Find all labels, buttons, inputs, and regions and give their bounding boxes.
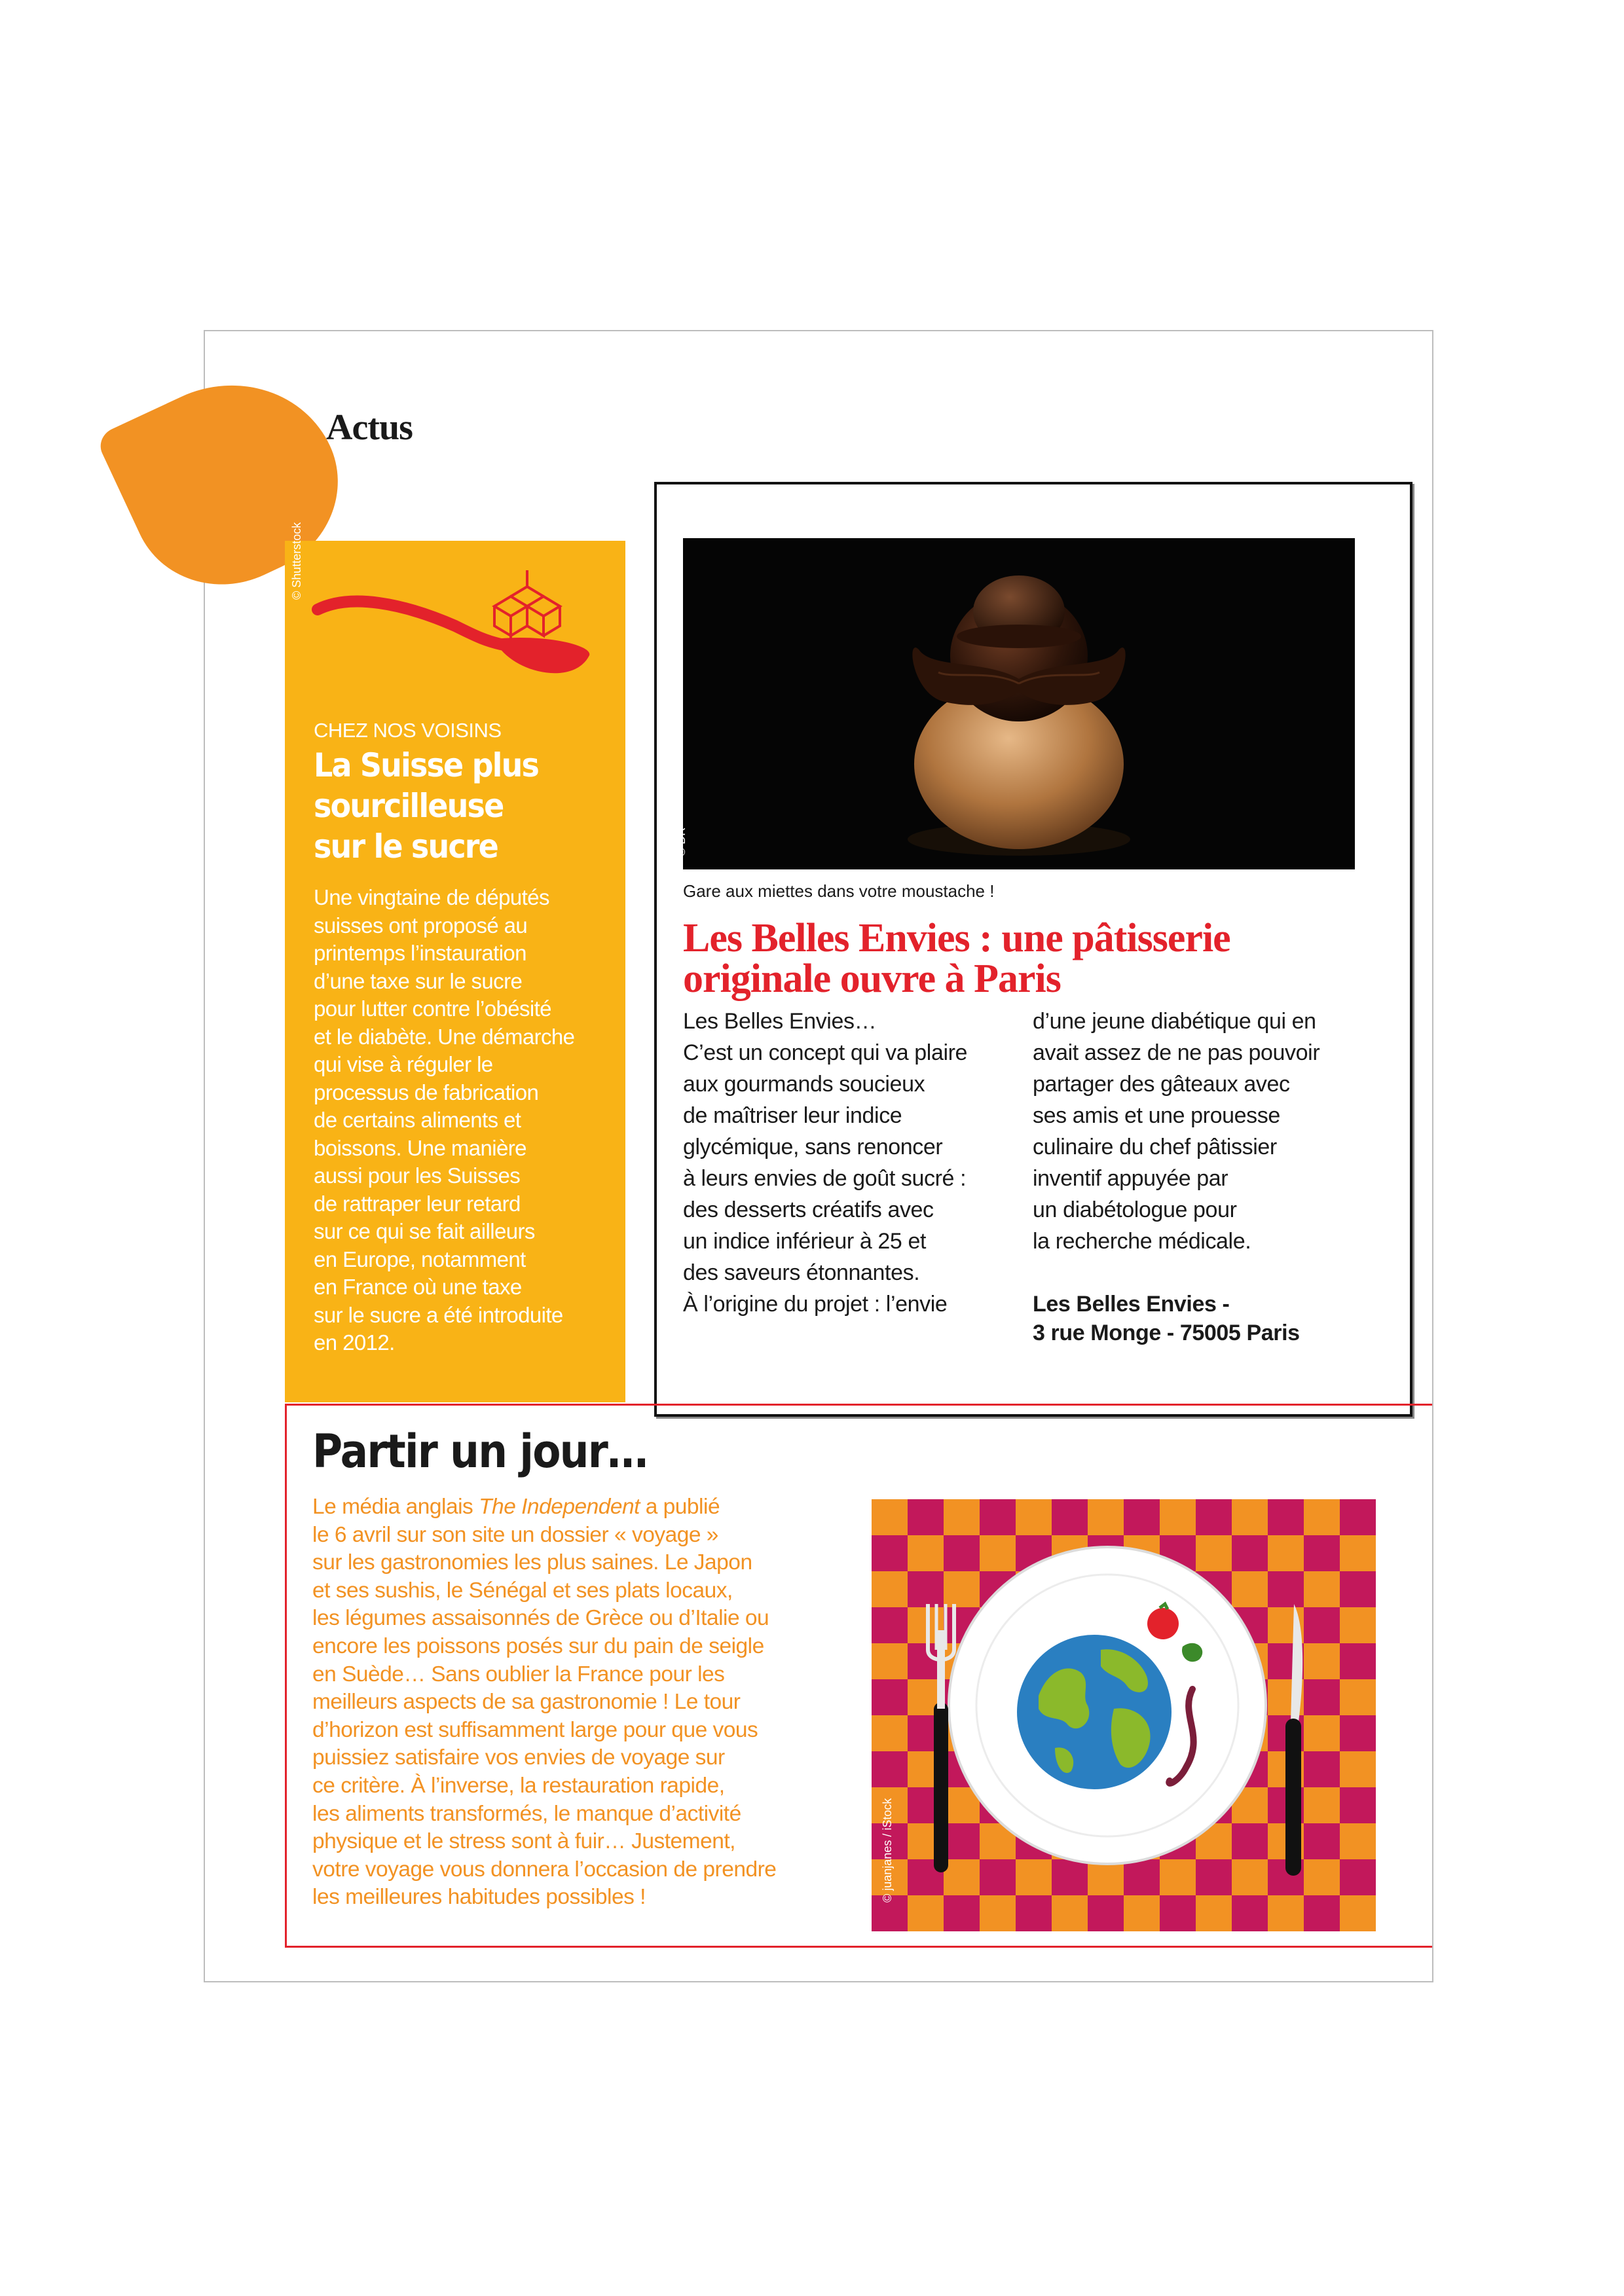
sidebar-line: et le diabète. Une démarche xyxy=(314,1024,575,1049)
checker-square xyxy=(1340,1751,1376,1787)
checker-square xyxy=(872,1499,908,1535)
checker-square xyxy=(1052,1895,1088,1931)
feature-line: la recherche médicale. xyxy=(1033,1229,1251,1254)
sidebar-line: suisses ont proposé au xyxy=(314,913,528,938)
checker-square xyxy=(1196,1535,1232,1571)
pastry-photo xyxy=(674,538,1355,869)
feature-line: des saveurs étonnantes. xyxy=(683,1260,920,1285)
checker-square xyxy=(1160,1895,1196,1931)
illustration-credit: © juanjanes / iStock xyxy=(881,1798,894,1903)
lower-line: votre voyage vous donnera l’occasion de prendre xyxy=(312,1857,777,1882)
checker-square xyxy=(944,1859,980,1895)
checker-square xyxy=(1268,1535,1304,1571)
checker-square xyxy=(1088,1499,1124,1535)
sidebar-line: aussi pour les Suisses xyxy=(314,1163,521,1188)
feature-article xyxy=(654,482,1412,1417)
checker-square xyxy=(908,1499,944,1535)
checker-square xyxy=(908,1535,944,1571)
checker-square xyxy=(1340,1859,1376,1895)
sidebar-box xyxy=(285,522,625,1402)
feature-column-2 xyxy=(1033,1006,1386,1257)
checker-square xyxy=(1016,1499,1052,1535)
feature-line: des desserts créatifs avec xyxy=(683,1197,934,1222)
feature-line: à leurs envies de goût sucré : xyxy=(683,1166,967,1191)
checker-square xyxy=(1268,1499,1304,1535)
checker-square xyxy=(980,1895,1016,1931)
sidebar-line: en 2012. xyxy=(314,1330,395,1355)
checker-square xyxy=(1232,1823,1268,1859)
feature-line: un indice inférieur à 25 et xyxy=(683,1229,927,1254)
checker-square xyxy=(872,1679,908,1715)
feature-line: inventif appuyée par xyxy=(1033,1166,1228,1191)
checker-square xyxy=(1304,1607,1340,1643)
sidebar-line: pour lutter contre l’obésité xyxy=(314,996,551,1021)
checker-square xyxy=(1304,1499,1340,1535)
sugar-spoon-icon xyxy=(311,574,599,698)
feature-line: aux gourmands soucieux xyxy=(683,1072,925,1097)
checker-square xyxy=(1304,1787,1340,1823)
checker-square xyxy=(1304,1715,1340,1751)
checker-square xyxy=(944,1571,980,1607)
section-border-left xyxy=(285,1404,287,1947)
lower-line: encore les poissons posés sur du pain de seigle xyxy=(312,1633,764,1658)
checker-square xyxy=(1196,1499,1232,1535)
section-border-bottom xyxy=(285,1946,1432,1948)
lower-line: d’horizon est suffisamment large pour que vous xyxy=(312,1717,758,1742)
feature-column-1 xyxy=(683,1006,1024,1320)
checker-square xyxy=(1340,1679,1376,1715)
checker-square xyxy=(1340,1535,1376,1571)
checker-square xyxy=(1340,1499,1376,1535)
feature-line: avait assez de ne pas pouvoir xyxy=(1033,1040,1320,1065)
checker-square xyxy=(872,1607,908,1643)
checker-square xyxy=(1340,1823,1376,1859)
address-block xyxy=(1033,1290,1300,1347)
lower-line: le 6 avril sur son site un dossier « voyage » xyxy=(312,1522,718,1547)
sidebar-line: processus de fabrication xyxy=(314,1080,539,1104)
checker-square xyxy=(1304,1643,1340,1679)
address-line: Les Belles Envies - xyxy=(1033,1292,1230,1317)
checker-square xyxy=(1016,1895,1052,1931)
feature-line: C’est un concept qui va plaire xyxy=(683,1040,968,1065)
checker-square xyxy=(980,1535,1016,1571)
sidebar-line: de rattraper leur retard xyxy=(314,1191,521,1216)
checker-square xyxy=(908,1571,944,1607)
photo-credit: © DR xyxy=(674,827,688,856)
lower-line: meilleurs aspects de sa gastronomie ! Le tour xyxy=(312,1690,741,1715)
checker-square xyxy=(1088,1895,1124,1931)
sidebar-title xyxy=(314,745,579,867)
sidebar-title-line: sourcilleuse xyxy=(314,787,504,825)
feature-line: glycémique, sans renoncer xyxy=(683,1135,943,1159)
checker-square xyxy=(1232,1571,1268,1607)
checker-square xyxy=(1304,1751,1340,1787)
checker-square xyxy=(1160,1859,1196,1895)
checker-square xyxy=(1196,1895,1232,1931)
checker-square xyxy=(1340,1715,1376,1751)
lower-line: et ses sushis, le Sénégal et ses plats locaux, xyxy=(312,1578,733,1603)
checker-square xyxy=(1304,1679,1340,1715)
checker-square xyxy=(872,1643,908,1679)
checker-square xyxy=(944,1895,980,1931)
lower-line: ce critère. À l’inverse, la restauration rapide, xyxy=(312,1773,725,1798)
feature-line: Les Belles Envies… xyxy=(683,1009,877,1034)
checker-square xyxy=(1124,1859,1160,1895)
checker-square xyxy=(944,1823,980,1859)
section-label: Actus xyxy=(326,407,413,448)
lower-line xyxy=(312,1493,836,1522)
feature-line: un diabétologue pour xyxy=(1033,1197,1237,1222)
checker-square xyxy=(1052,1499,1088,1535)
address-line: 3 rue Monge - 75005 Paris xyxy=(1033,1321,1300,1345)
feature-line: À l’origine du projet : l’envie xyxy=(683,1292,948,1317)
feature-title-line: originale ouvre à Paris xyxy=(683,957,1061,1001)
checker-square xyxy=(944,1499,980,1535)
feature-title xyxy=(683,918,1377,999)
lower-line: les légumes assaisonnés de Grèce ou d’Italie ou xyxy=(312,1606,769,1631)
checker-square xyxy=(1340,1895,1376,1931)
checker-square xyxy=(1304,1571,1340,1607)
lower-line: les meilleures habitudes possibles ! xyxy=(312,1885,646,1910)
checker-square xyxy=(1304,1823,1340,1859)
sidebar-line: de certains aliments et xyxy=(314,1108,521,1132)
feature-line: de maîtriser leur indice xyxy=(683,1103,902,1128)
lower-line: sur les gastronomies les plus saines. Le Japon xyxy=(312,1550,752,1575)
checker-square xyxy=(1124,1895,1160,1931)
sidebar-body xyxy=(314,884,615,1357)
checker-square xyxy=(872,1751,908,1787)
sidebar-line: d’une taxe sur le sucre xyxy=(314,968,523,993)
checker-square xyxy=(1196,1859,1232,1895)
checker-square xyxy=(872,1535,908,1571)
checker-square xyxy=(1016,1859,1052,1895)
feature-line: partager des gâteaux avec xyxy=(1033,1072,1290,1097)
sidebar-line: Une vingtaine de députés xyxy=(314,885,549,909)
checker-square xyxy=(1232,1499,1268,1535)
checker-square xyxy=(1232,1859,1268,1895)
feature-line: d’une jeune diabétique qui en xyxy=(1033,1009,1316,1034)
sidebar-line: en France où une taxe xyxy=(314,1275,522,1299)
checker-square xyxy=(1268,1895,1304,1931)
feature-line: ses amis et une prouesse xyxy=(1033,1103,1280,1128)
lower-line: physique et le stress sont à fuir… Justement, xyxy=(312,1829,735,1854)
checker-square xyxy=(1304,1535,1340,1571)
checker-square xyxy=(1160,1499,1196,1535)
checker-square xyxy=(980,1859,1016,1895)
photo-credit: © Shutterstock xyxy=(290,522,303,600)
checker-square xyxy=(1340,1787,1376,1823)
checker-square xyxy=(1124,1499,1160,1535)
sidebar-line: sur ce qui se fait ailleurs xyxy=(314,1219,535,1243)
lower-line: en Suède… Sans oublier la France pour les xyxy=(312,1662,725,1686)
checker-square xyxy=(944,1535,980,1571)
feature-line: culinaire du chef pâtissier xyxy=(1033,1135,1277,1159)
checker-square xyxy=(1268,1571,1304,1607)
photo-caption: Gare aux miettes dans votre moustache ! xyxy=(683,881,995,901)
checker-square xyxy=(1232,1535,1268,1571)
lower-line: les aliments transformés, le manque d’activité xyxy=(312,1801,741,1826)
checker-square xyxy=(1340,1643,1376,1679)
pastry-image xyxy=(683,538,1355,869)
globe-plate-illustration xyxy=(872,1499,1356,1912)
sidebar-line: qui vise à réguler le xyxy=(314,1052,493,1076)
sidebar-line: en Europe, notamment xyxy=(314,1247,526,1271)
checker-square xyxy=(1340,1607,1376,1643)
checker-square xyxy=(1304,1859,1340,1895)
lower-body xyxy=(312,1493,836,1912)
checker-square xyxy=(872,1715,908,1751)
lower-line: puissiez satisfaire vos envies de voyage sur xyxy=(312,1745,725,1770)
sidebar-line: printemps l’instauration xyxy=(314,941,526,965)
checker-square xyxy=(1340,1571,1376,1607)
lower-title: Partir un jour… xyxy=(312,1425,648,1478)
publication-name: The Independent xyxy=(479,1495,640,1519)
sidebar-line: sur le sucre a été introduite xyxy=(314,1302,563,1327)
checker-square xyxy=(908,1895,944,1931)
lower-text: a publié xyxy=(639,1495,720,1519)
sidebar-line: boissons. Une manière xyxy=(314,1135,526,1160)
magazine-page xyxy=(204,330,1433,1982)
checker-square xyxy=(1052,1859,1088,1895)
sidebar-title-line: sur le sucre xyxy=(314,828,498,866)
checker-square xyxy=(1304,1895,1340,1931)
feature-title-line: Les Belles Envies : une pâtisserie xyxy=(683,916,1230,960)
lower-text: Le média anglais xyxy=(312,1495,479,1519)
section-divider xyxy=(285,1404,1432,1406)
sidebar-title-line: La Suisse plus xyxy=(314,746,539,784)
checker-square xyxy=(980,1499,1016,1535)
sidebar-kicker: CHEZ NOS VOISINS xyxy=(314,719,502,742)
checker-square xyxy=(872,1571,908,1607)
checker-square xyxy=(1232,1895,1268,1931)
